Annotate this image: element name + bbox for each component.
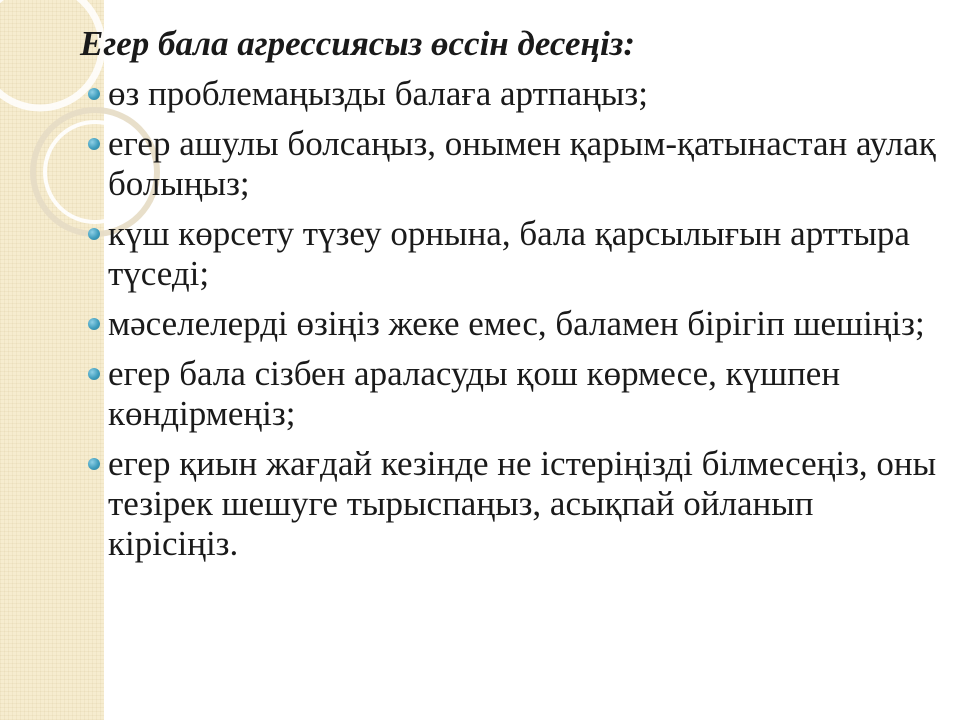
bullet-text: мәселелерді өзіңіз жеке емес, баламен бірігіп шешіңіз; [108, 304, 925, 343]
bullet-dot-icon [88, 138, 100, 150]
bullet-dot-icon [88, 368, 100, 380]
bullet-item [80, 444, 940, 564]
bullet-text: өз проблемаңызды балаға артпаңыз; [108, 74, 648, 113]
bullet-item [80, 124, 940, 204]
slide-heading: Егер бала агрессиясыз өссін десеңіз: [80, 24, 635, 63]
bullet-dot-icon [88, 458, 100, 470]
bullet-dot-icon [88, 228, 100, 240]
bullet-item [80, 304, 940, 344]
bullet-text: егер ашулы болсаңыз, онымен қарым-қатынастан аулақ болыңыз; [108, 124, 936, 203]
bullet-item [80, 74, 940, 114]
slide-content [80, 22, 940, 574]
bullet-item [80, 354, 940, 434]
bullet-dot-icon [88, 88, 100, 100]
bullet-dot-icon [88, 318, 100, 330]
bullet-list [80, 74, 940, 564]
bullet-text: күш көрсету түзеу орнына, бала қарсылығын арттыра түседі; [108, 214, 910, 293]
bullet-item [80, 214, 940, 294]
bullet-text: егер қиын жағдай кезінде не істеріңізді білмесеңіз, оны тезірек шешуге тырыспаңыз, асықпай ойланып кірісіңіз. [108, 444, 937, 563]
bullet-text: егер бала сізбен араласуды қош көрмесе, күшпен көндірмеңіз; [108, 354, 841, 433]
